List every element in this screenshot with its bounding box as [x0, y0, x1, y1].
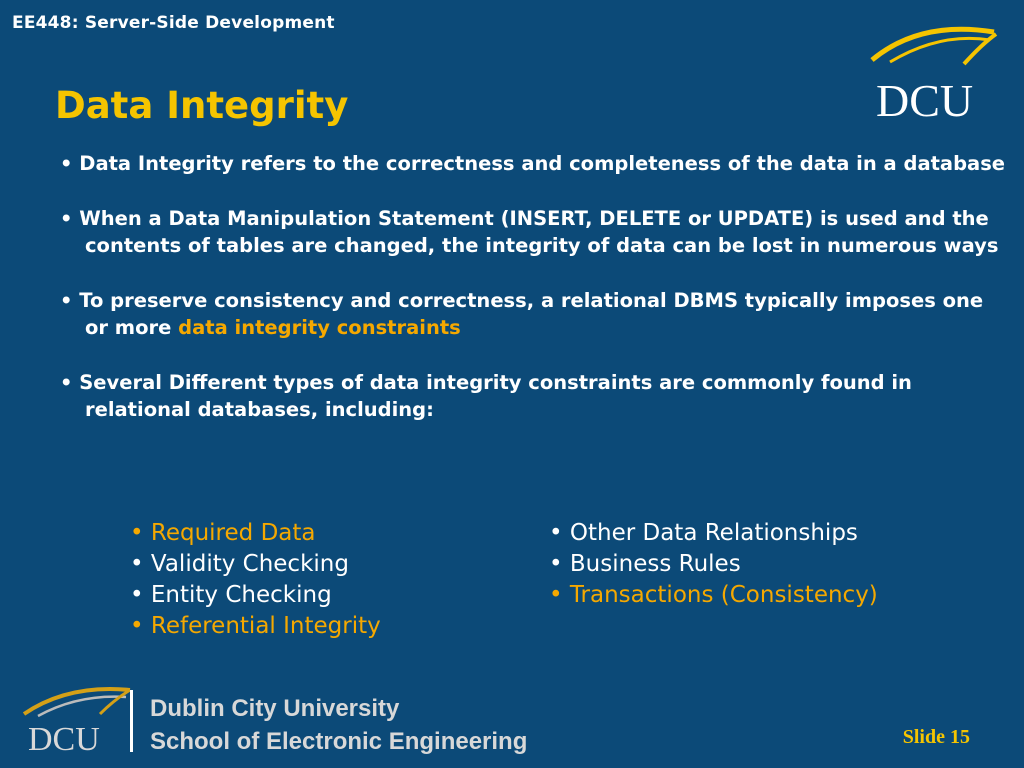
- bullet-text: • Data Integrity refers to the correctness and completeness of the data in a database: [60, 152, 1006, 175]
- bullet-list: [60, 150, 1010, 451]
- dcu-logo-text: DCU: [876, 75, 974, 122]
- constraint-item: [130, 518, 381, 549]
- constraint-item: [549, 580, 878, 611]
- constraint-item: [549, 549, 878, 580]
- constraint-item: [549, 518, 878, 549]
- bullet-text: • When a Data Manipulation Statement (INSERT, DELETE or UPDATE) is used and the contents of tables are changed, the integrity of data can be lost in numerous ways: [60, 206, 999, 257]
- constraint-label: Other Data Relationships: [569, 520, 858, 546]
- bullet-item: [60, 205, 1010, 260]
- constraint-item: [130, 580, 381, 611]
- bullet-mark: •: [130, 613, 151, 639]
- constraint-label: Transactions (Consistency): [569, 582, 878, 608]
- constraint-item: [130, 549, 381, 580]
- slide-title: Data Integrity: [55, 84, 349, 127]
- slide-number: Slide 15: [902, 726, 970, 748]
- footer-logo-text: DCU: [28, 721, 100, 758]
- constraint-label: Business Rules: [569, 551, 741, 577]
- footer-dcu-logo: [18, 680, 138, 758]
- bullet-mark: •: [130, 551, 151, 577]
- bullet-mark: •: [130, 582, 151, 608]
- bullet-mark: •: [549, 520, 570, 546]
- bullet-text: • Several Different types of data integrity constraints are commonly found in relational databases, including:: [60, 370, 912, 421]
- constraint-list-left: [130, 518, 381, 642]
- bullet-highlight: data integrity constraints: [178, 316, 461, 339]
- constraint-label: Referential Integrity: [150, 613, 381, 639]
- constraint-item: [130, 611, 381, 642]
- bullet-item: [60, 150, 1010, 178]
- bullet-mark: •: [130, 520, 151, 546]
- bullet-mark: •: [549, 551, 570, 577]
- bullet-item: [60, 287, 1010, 342]
- constraint-label: Entity Checking: [150, 582, 332, 608]
- dcu-logo: [860, 22, 1000, 122]
- footer-divider: [130, 690, 133, 752]
- bullet-mark: •: [549, 582, 570, 608]
- bullet-item: [60, 369, 1010, 424]
- constraint-list-right: [549, 518, 878, 611]
- school-name: School of Electronic Engineering: [150, 728, 528, 755]
- bullet-text: • To preserve consistency and correctness, a relational DBMS typically imposes one or more: [60, 288, 984, 339]
- constraint-label: Validity Checking: [150, 551, 349, 577]
- constraint-label: Required Data: [150, 520, 316, 546]
- university-name: Dublin City University: [150, 695, 400, 722]
- course-title: EE448: Server-Side Development: [12, 13, 335, 33]
